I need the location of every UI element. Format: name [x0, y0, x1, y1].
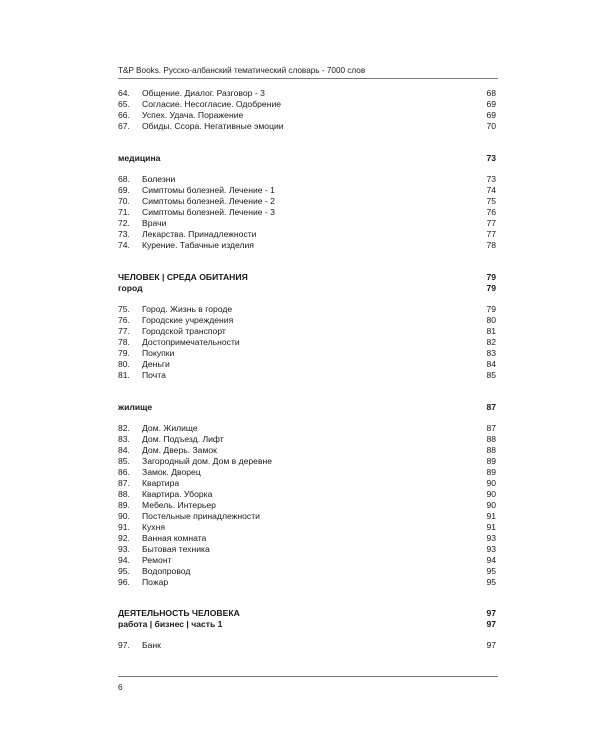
toc-entry [118, 326, 496, 337]
toc-section-heading [118, 619, 496, 630]
toc-entry-number: 65. [118, 99, 130, 109]
toc-entry-title: Лекарства. Принадлежности [142, 229, 257, 239]
toc-entry-number: 69. [118, 185, 130, 195]
toc-entry-number: 90. [118, 511, 130, 521]
toc-entry-title: Курение. Табачные изделия [142, 240, 254, 250]
toc-entry-page: 89 [486, 467, 496, 477]
toc-entry [118, 577, 496, 588]
toc-entry-page: 97 [486, 608, 496, 618]
toc-entry-page: 87 [486, 423, 496, 433]
toc-entry [118, 99, 496, 110]
toc-entry-title: Квартира [142, 478, 180, 488]
toc-entry-title: Успех. Удача. Поражение [142, 110, 244, 120]
toc-entry [118, 110, 496, 121]
toc-entry-page: 75 [486, 196, 496, 206]
toc-entry-page: 79 [486, 283, 496, 293]
toc-entry-page: 88 [486, 434, 496, 444]
toc-entry-number: 89. [118, 500, 130, 510]
toc-entry-page: 83 [486, 348, 496, 358]
toc-entry-title: Симптомы болезней. Лечение - 2 [142, 196, 275, 206]
toc-entry [118, 359, 496, 370]
toc-entry-page: 81 [486, 326, 496, 336]
toc-entry-number: 82. [118, 423, 130, 433]
toc-entry-number: 86. [118, 467, 130, 477]
toc-entry [118, 88, 496, 99]
toc-entry-page: 70 [486, 121, 496, 131]
toc-entry-page: 79 [486, 304, 496, 314]
toc-entry-page: 89 [486, 456, 496, 466]
toc-entry-title: Врачи [142, 218, 167, 228]
toc-entry [118, 315, 496, 326]
toc-entry-number: 95. [118, 566, 130, 576]
toc-entry-number: 84. [118, 445, 130, 455]
toc-entry-page: 91 [486, 522, 496, 532]
page-number: 6 [118, 683, 123, 692]
toc-entry [118, 445, 496, 456]
toc-entry-number: 67. [118, 121, 130, 131]
toc-entry-number: 96. [118, 577, 130, 587]
toc-entry-number: 73. [118, 229, 130, 239]
toc-entry [118, 522, 496, 533]
toc-entry-number: 66. [118, 110, 130, 120]
toc-entry-title: ДЕЯТЕЛЬНОСТЬ ЧЕЛОВЕКА [118, 608, 240, 618]
toc-entry-page: 76 [486, 207, 496, 217]
toc-entry [118, 218, 496, 229]
toc-entry-title: Загородный дом. Дом в деревне [142, 456, 273, 466]
toc-entry-title: Городские учреждения [142, 315, 234, 325]
toc-entry-page: 68 [486, 88, 496, 98]
toc-entry-number: 74. [118, 240, 130, 250]
toc-entry [118, 348, 496, 359]
toc-entry-number: 97. [118, 640, 130, 650]
toc-entry [118, 640, 496, 651]
toc-entry-page: 88 [486, 445, 496, 455]
toc-entry-title: Дом. Жилище [142, 423, 198, 433]
toc-entry-title: Водопровод [142, 566, 191, 576]
toc-entry [118, 434, 496, 445]
toc-entry-page: 73 [486, 153, 496, 163]
toc-entry-page: 80 [486, 315, 496, 325]
toc-entry-title: Город. Жизнь в городе [142, 304, 233, 314]
toc-entry [118, 207, 496, 218]
toc-entry-title: Симптомы болезней. Лечение - 1 [142, 185, 275, 195]
toc-entry-page: 97 [486, 619, 496, 629]
toc-entry-title: город [118, 283, 143, 293]
toc-entry-title: медицина [118, 153, 161, 163]
toc-entry-page: 90 [486, 489, 496, 499]
toc-entry-title: Пожар [142, 577, 169, 587]
toc-entry-title: жилище [118, 402, 153, 412]
toc-entry-number: 91. [118, 522, 130, 532]
toc-entry-number: 87. [118, 478, 130, 488]
toc-entry-page: 77 [486, 218, 496, 228]
toc-entry-page: 93 [486, 533, 496, 543]
toc-entry-number: 94. [118, 555, 130, 565]
toc-entry-page: 78 [486, 240, 496, 250]
toc-entry [118, 500, 496, 511]
toc-entry-title: Квартира. Уборка [142, 489, 213, 499]
toc-entry [118, 185, 496, 196]
toc-entry-page: 79 [486, 272, 496, 282]
toc-entry-page: 85 [486, 370, 496, 380]
toc-entry [118, 304, 496, 315]
header-rule [118, 78, 498, 79]
toc-entry-title: Обиды. Ссора. Негативные эмоции [142, 121, 284, 131]
toc-entry-page: 73 [486, 174, 496, 184]
toc-entry-number: 68. [118, 174, 130, 184]
toc-entry [118, 337, 496, 348]
toc-entry-title: Кухня [142, 522, 165, 532]
toc-entry [118, 174, 496, 185]
toc-entry-number: 92. [118, 533, 130, 543]
toc-entry-title: Городской транспорт [142, 326, 226, 336]
toc-entry-page: 95 [486, 577, 496, 587]
toc-entry-title: ЧЕЛОВЕК | СРЕДА ОБИТАНИЯ [118, 272, 248, 282]
toc-section-heading [118, 153, 496, 164]
toc-entry-title: Постельные принадлежности [142, 511, 260, 521]
toc-entry [118, 511, 496, 522]
footer-rule [118, 676, 498, 677]
toc-entry-title: Болезни [142, 174, 176, 184]
toc-entry-number: 71. [118, 207, 130, 217]
toc-entry-number: 79. [118, 348, 130, 358]
toc-entry-page: 97 [486, 640, 496, 650]
toc-entry-page: 69 [486, 99, 496, 109]
toc-entry-number: 77. [118, 326, 130, 336]
toc-entry-title: Согласие. Несогласие. Одобрение [142, 99, 282, 109]
toc-entry-title: Симптомы болезней. Лечение - 3 [142, 207, 275, 217]
toc-entry-page: 77 [486, 229, 496, 239]
toc-entry-number: 83. [118, 434, 130, 444]
toc-entry-title: Ванная комната [142, 533, 207, 543]
toc-entry-page: 90 [486, 500, 496, 510]
toc-entry-page: 93 [486, 544, 496, 554]
toc-entry-number: 81. [118, 370, 130, 380]
toc-entry [118, 121, 496, 132]
toc-entry-number: 85. [118, 456, 130, 466]
toc-entry-title: Банк [142, 640, 161, 650]
toc-entry-page: 87 [486, 402, 496, 412]
toc-entry-page: 74 [486, 185, 496, 195]
toc-entry-title: Деньги [142, 359, 170, 369]
toc-entry-title: Дом. Дверь. Замок [142, 445, 217, 455]
toc-entry-title: Почта [142, 370, 166, 380]
toc-entry-title: Ремонт [142, 555, 172, 565]
toc-section-heading [118, 608, 496, 619]
toc-entry [118, 229, 496, 240]
toc-entry-page: 94 [486, 555, 496, 565]
toc-entry-page: 90 [486, 478, 496, 488]
toc-entry-page: 84 [486, 359, 496, 369]
toc-entry-number: 88. [118, 489, 130, 499]
toc-entry-number: 76. [118, 315, 130, 325]
toc-entry-title: работа | бизнес | часть 1 [118, 619, 223, 629]
toc-entry-page: 95 [486, 566, 496, 576]
toc-section-heading [118, 402, 496, 413]
toc-entry [118, 240, 496, 251]
toc-entry-title: Общение. Диалог. Разговор - 3 [142, 88, 265, 98]
toc-entry-number: 64. [118, 88, 130, 98]
toc-entry [118, 370, 496, 381]
toc-entry [118, 555, 496, 566]
toc-entry [118, 544, 496, 555]
toc-entry-title: Достопримечательности [142, 337, 240, 347]
toc-entry-page: 91 [486, 511, 496, 521]
toc-entry [118, 566, 496, 577]
toc-entry [118, 489, 496, 500]
toc-entry [118, 533, 496, 544]
toc-entry-number: 78. [118, 337, 130, 347]
toc-entry-number: 93. [118, 544, 130, 554]
running-header: T&P Books. Русско-албанский тематический словарь - 7000 слов [118, 66, 366, 75]
toc-entry-number: 80. [118, 359, 130, 369]
toc-entry-title: Дом. Подъезд. Лифт [142, 434, 224, 444]
toc-entry-title: Бытовая техника [142, 544, 210, 554]
toc-entry [118, 456, 496, 467]
toc-entry-title: Замок. Дворец [142, 467, 201, 477]
toc-entry [118, 196, 496, 207]
toc-entry [118, 467, 496, 478]
toc-entry-page: 69 [486, 110, 496, 120]
toc-entry-number: 75. [118, 304, 130, 314]
toc-entry [118, 423, 496, 434]
toc-entry-number: 70. [118, 196, 130, 206]
toc-section-heading [118, 272, 496, 283]
toc-entry-number: 72. [118, 218, 130, 228]
toc-section-heading [118, 283, 496, 294]
toc-entry [118, 478, 496, 489]
toc-entry-title: Мебель. Интерьер [142, 500, 216, 510]
toc-entry-page: 82 [486, 337, 496, 347]
toc-entry-title: Покупки [142, 348, 175, 358]
